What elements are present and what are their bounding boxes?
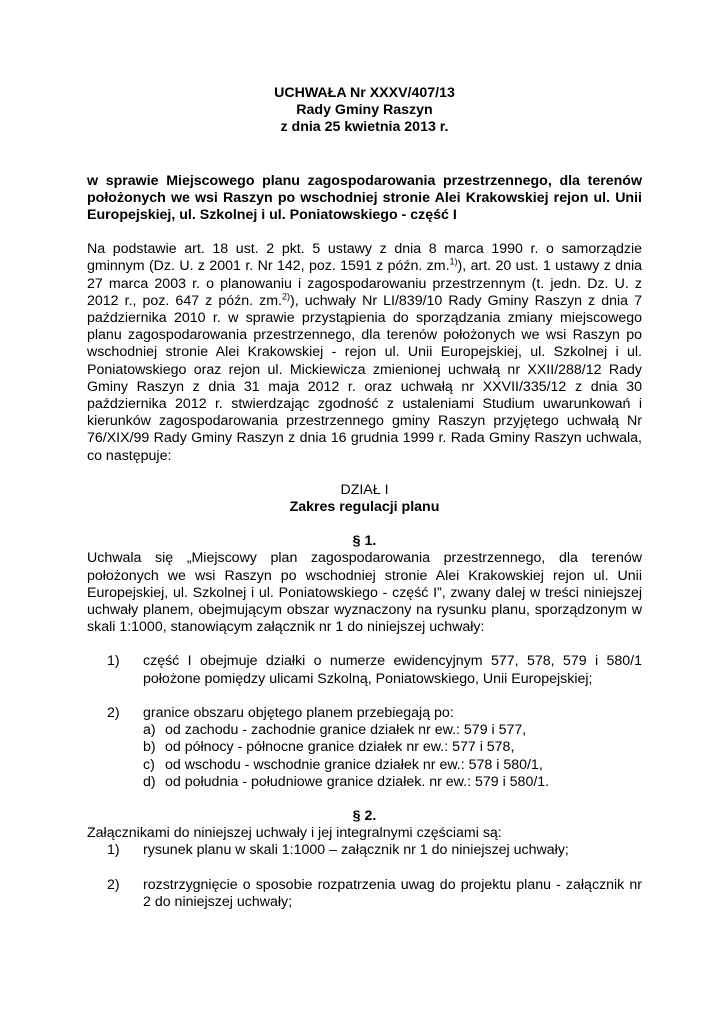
legal-basis-text-1: Na podstawie art. 18 ust. 2 pkt. 5 ustawy z dnia 8 marca 1990 r. o samorządzie gminnym (Dz. U. z 2001 r. Nr 142, poz. 1591 z późn. zm. bbox=[87, 241, 642, 275]
footnote-ref-2: 2) bbox=[282, 291, 291, 302]
list-item-text: rysunek planu w skali 1:1000 – załącznik nr 1 do niniejszej uchwały; bbox=[143, 842, 569, 859]
paragraph-2-text: Załącznikami do niniejszej uchwały i jej integralnymi częściami są: bbox=[87, 825, 502, 842]
sub-list-item-text: od północy - północne granice działek nr ew.: 577 i 578, bbox=[165, 739, 515, 756]
list-item-text: rozstrzygnięcie o sposobie rozpatrzenia uwag do projektu planu - załącznik nr 2 do niniejszej uchwały; bbox=[143, 876, 642, 910]
legal-basis-text-2: ), art. 20 ust. 1 ustawy z dnia 27 marca 2003 r. o planowaniu i zagospodarowaniu przestrzennym (t. jedn. Dz. U. z 2012 r., poz. 647 z późn. zm. bbox=[87, 258, 642, 309]
list-item bbox=[87, 705, 642, 791]
sub-list-item-letter: d) bbox=[143, 773, 156, 790]
paragraph-2-heading: § 2. bbox=[352, 807, 377, 824]
list-item-number: 2) bbox=[107, 704, 120, 721]
council-name: Rady Gminy Raszyn bbox=[296, 102, 433, 119]
paragraph-1-text: Uchwala się „Miejscowy plan zagospodarowania przestrzennego, dla terenów położonych we wsi Raszyn po wschodniej stronie Alei Krakowskiej rejon ul. Unii Europejskiej, ul. Szkolnej i ul. Poniatowskiego - część I”, zwany dalej w treści niniejszej uchwały planem, obejmującym obszar wyznaczony na rysunku planu, sporządzonym w skali 1:1000, stanowiącym załącznik nr 1 do niniejszej uchwały: bbox=[87, 550, 642, 636]
sub-list-item-text: od południa - południowe granice działek. nr ew.: 579 i 580/1. bbox=[165, 773, 550, 790]
list-item bbox=[87, 877, 642, 911]
paragraph-1-heading: § 1. bbox=[352, 533, 377, 550]
sub-list-item-text: od wschodu - wschodnie granice działek nr ew.: 578 i 580/1, bbox=[165, 756, 543, 773]
list-item-number: 1) bbox=[107, 653, 120, 670]
sub-list-item bbox=[143, 722, 642, 739]
sub-list-item bbox=[143, 757, 642, 774]
list-item-number: 1) bbox=[107, 842, 120, 859]
sub-list-item-text: od zachodu - zachodnie granice działek nr ew.: 579 i 577, bbox=[165, 722, 527, 739]
resolution-date: z dnia 25 kwietnia 2013 r. bbox=[280, 119, 449, 136]
resolution-header bbox=[87, 85, 642, 137]
sub-list-item bbox=[143, 774, 642, 791]
sub-list-item bbox=[143, 739, 642, 756]
division-title: Zakres regulacji planu bbox=[289, 499, 440, 516]
list-item-text: część I obejmuje działki o numerze ewidencyjnym 577, 578, 579 i 580/1 położone pomiędzy ulicami Szkolną, Poniatowskiego, Unii Europejskiej; bbox=[143, 653, 642, 687]
list-item-number: 2) bbox=[107, 876, 120, 893]
legal-basis-paragraph bbox=[87, 241, 642, 465]
list-item bbox=[87, 653, 642, 687]
sub-list-item-letter: a) bbox=[143, 722, 156, 739]
resolution-number: UCHWAŁA Nr XXXV/407/13 bbox=[274, 85, 455, 101]
sub-list-item-letter: c) bbox=[143, 756, 155, 773]
sub-list-item-letter: b) bbox=[143, 739, 156, 756]
division-label: DZIAŁ I bbox=[340, 481, 389, 498]
list-item-text bbox=[143, 705, 642, 791]
footnote-ref-1: 1) bbox=[449, 256, 458, 267]
list-item-text-content: granice obszaru objętego planem przebiegają po: bbox=[143, 704, 454, 721]
resolution-subject: w sprawie Miejscowego planu zagospodarowania przestrzennego, dla terenów położonych we wsi Raszyn po wschodniej stronie Alei Krakowskiej rejon ul. Unii Europejskiej, ul. Szkolnej i ul. Poniatowskiego - część I bbox=[87, 172, 642, 224]
list-item bbox=[87, 842, 642, 859]
legal-basis-text-3: ), uchwały Nr LI/839/10 Rady Gminy Raszyn z dnia 7 października 2010 r. w sprawie przystąpienia do sporządzania zmiany miejscowego planu zagospodarowania przestrzennego, dla terenów położonych we wsi Raszyn po wschodniej stronie Alei Krakowskiej - rejon ul. Unii Europejskiej, ul. Szkolnej i ul. Poniatowskiego oraz rejon ul. Mickiewicza zmienionej uchwałą nr XXII/288/12 Rady Gminy Raszyn z dnia 31 maja 2012 r. oraz uchwałą nr XXVII/335/12 z dnia 30 października 2012 r. stwierdzając zgodność z ustaleniami Studium uwarunkowań i kierunków zagospodarowania przestrzennego gminy Raszyn przyjętego uchwałą Nr 76/XIX/99 Rady Gminy Raszyn z dnia 16 grudnia 1999 r. Rada Gminy Raszyn uchwala, co następuje: bbox=[87, 292, 642, 464]
document-page bbox=[87, 85, 642, 911]
